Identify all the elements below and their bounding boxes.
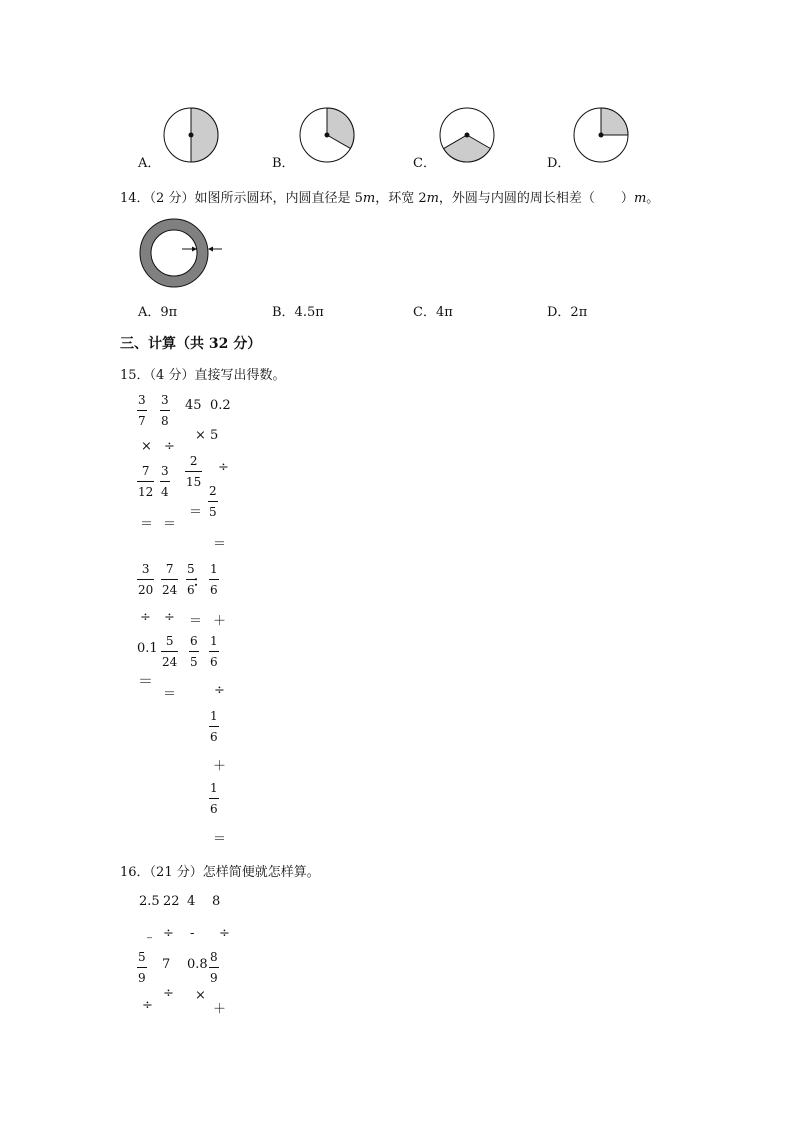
q15-div-sign-3: ÷ xyxy=(140,610,151,625)
q16-div-2: ÷ xyxy=(219,926,230,941)
q14-option-d[interactable]: D．2π xyxy=(547,305,588,320)
q15-frac-7-12: 7 12 xyxy=(138,464,154,499)
q13-pie-c[interactable] xyxy=(438,106,496,164)
q16-num-0-8: 0.8 xyxy=(187,957,208,972)
q16-frac-5-9: 5 9 xyxy=(138,950,146,985)
q14-ring-figure xyxy=(138,218,228,288)
pie-shaded-sector xyxy=(601,108,628,135)
q15-eq-1: ＝ xyxy=(140,517,154,532)
q16-num-7: 7 xyxy=(162,957,171,972)
q16-minus-1: ﹣ xyxy=(143,930,157,945)
q15-div-sign-4: ÷ xyxy=(164,610,175,625)
q13-pie-a[interactable] xyxy=(162,106,220,164)
q15-colon: ： xyxy=(193,575,207,590)
q15-num-0-2: 0.2 xyxy=(210,398,231,413)
q16-div-1: ÷ xyxy=(163,926,174,941)
q13-option-b-label[interactable]: B． xyxy=(272,156,295,171)
pie-shaded-sector xyxy=(191,108,218,162)
q15-num-0-1: 0.1 xyxy=(137,641,158,656)
q15-frac-1-6-a: 1 6 xyxy=(210,562,218,597)
q16-plus: ＋ xyxy=(213,1002,227,1017)
q16-stem: 16．（21 分）怎样简便就怎样算。 xyxy=(120,865,320,880)
q15-frac-2-5: 2 5 xyxy=(209,484,217,519)
q15-frac-1-6-b: 1 6 xyxy=(210,634,218,669)
q13-pie-b[interactable] xyxy=(298,106,356,164)
q14-stem: 14．（2 分）如图所示圆环，内圆直径是 5m，环宽 2m，外圆与内圆的周长相差（ ）m。 xyxy=(120,191,660,206)
q15-times-5: × 5 xyxy=(195,428,219,443)
q15-div-sign-1: ÷ xyxy=(164,439,175,454)
q16-num-2-5: 2.5 xyxy=(139,894,160,909)
q14-option-c[interactable]: C．4π xyxy=(413,305,453,320)
q16-num-4: 4 xyxy=(187,894,196,909)
q15-div-sign-5: ÷ xyxy=(214,683,225,698)
q15-eq-3: ＝ xyxy=(189,505,203,520)
q14-option-b[interactable]: B．4.5π xyxy=(272,305,324,320)
q16-div-3: ÷ xyxy=(142,998,153,1013)
q15-stem: 15．（4 分）直接写出得数。 xyxy=(120,368,286,383)
q15-frac-6-5: 6 5 xyxy=(190,634,198,669)
q15-frac-7-24: 7 24 xyxy=(162,562,178,597)
q15-plus-2: ＋ xyxy=(213,759,227,774)
q14-inner-circle xyxy=(151,230,197,276)
q16-num-22: 22 xyxy=(163,894,180,909)
q15-frac-3-7: 3 7 xyxy=(138,393,146,428)
q15-eq-4: ＝ xyxy=(213,537,227,552)
q15-frac-3-8: 3 8 xyxy=(161,393,169,428)
q13-pie-d[interactable] xyxy=(572,106,630,164)
q13-option-d-label[interactable]: D． xyxy=(547,156,571,171)
section3-heading: 三、计算（共 32 分） xyxy=(120,336,262,352)
q16-div-4: ÷ xyxy=(163,986,174,1001)
q14-option-a[interactable]: A．9π xyxy=(138,305,178,320)
q15-eq-5: ＝ xyxy=(189,614,203,629)
q15-eq-6: ＝ xyxy=(138,672,154,690)
q15-frac-1-6-d: 1 6 xyxy=(210,781,218,816)
q16-frac-8-9: 8 9 xyxy=(210,950,218,985)
pie-center-dot xyxy=(189,133,194,138)
q15-times-sign: × xyxy=(141,439,152,454)
q15-frac-3-4: 3 4 xyxy=(161,464,169,499)
q13-option-a-label[interactable]: A． xyxy=(138,156,161,171)
q13-option-c-label[interactable]: C． xyxy=(413,156,436,171)
q14-arrow-right-head xyxy=(208,247,213,252)
q16-times: × xyxy=(195,988,206,1003)
q15-frac-5-24: 5 24 xyxy=(162,634,178,669)
pie-center-dot xyxy=(465,133,470,138)
q15-eq-2: ＝ xyxy=(163,517,177,532)
pie-center-dot xyxy=(325,133,330,138)
pie-center-dot xyxy=(599,133,604,138)
q15-frac-3-20: 3 20 xyxy=(138,562,154,597)
q16-minus-2: - xyxy=(190,926,195,941)
q15-frac-5-6: 5 6 xyxy=(187,562,195,597)
q15-plus-1: ＋ xyxy=(213,614,227,629)
q16-num-8: 8 xyxy=(212,894,221,909)
q15-num-45: 45 xyxy=(185,398,202,413)
q15-frac-1-6-c: 1 6 xyxy=(210,709,218,744)
q15-frac-2-15: 2 15 xyxy=(186,454,202,489)
q15-eq-8: ＝ xyxy=(213,832,227,847)
q15-eq-7: ＝ xyxy=(163,687,177,702)
q15-div-sign-2: ÷ xyxy=(218,460,229,475)
